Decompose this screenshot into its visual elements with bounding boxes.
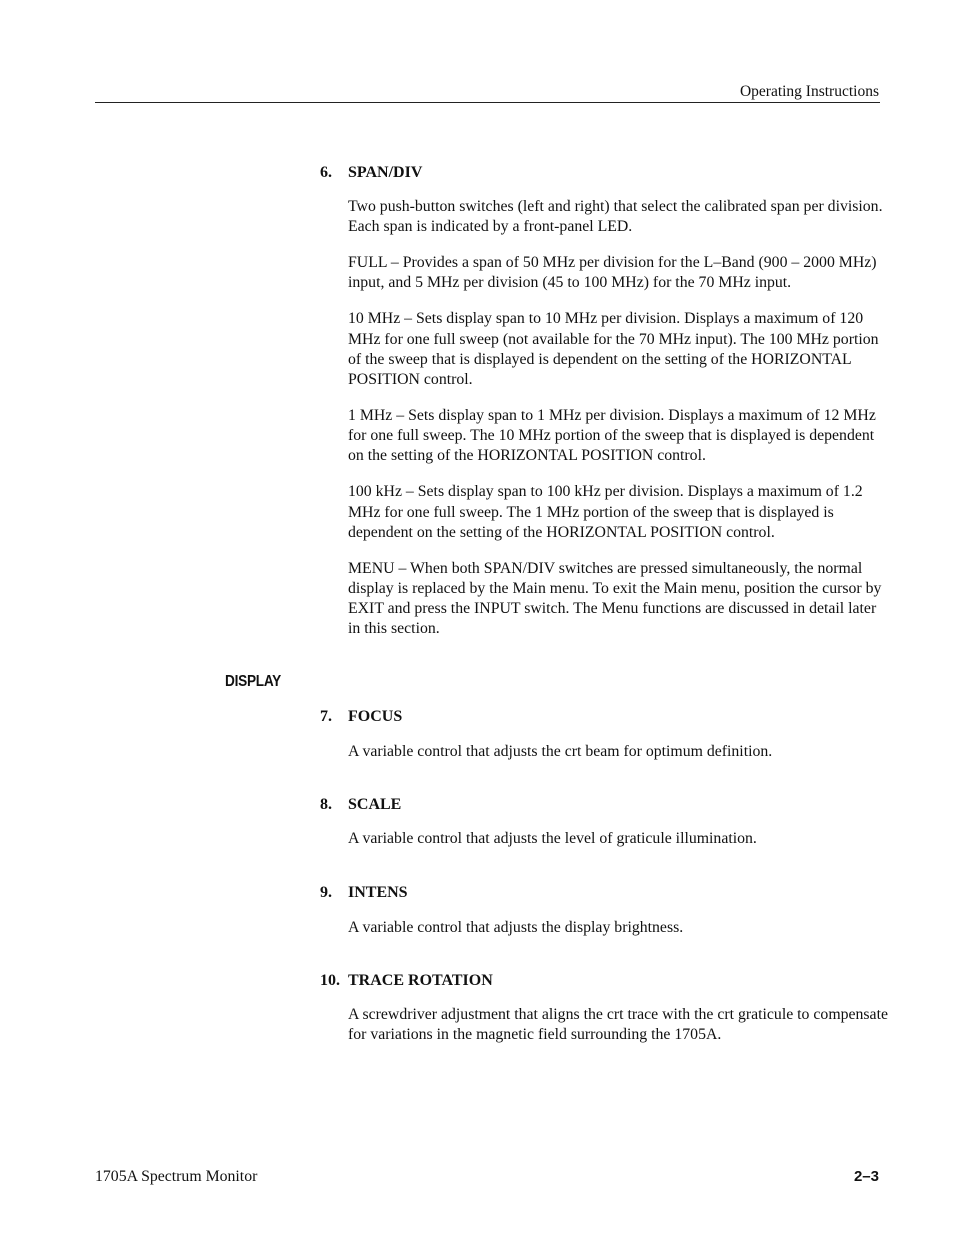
item-number: 7. (320, 707, 332, 725)
footer-manual-title: 1705A Spectrum Monitor (95, 1168, 258, 1185)
item-number: 10. (320, 972, 340, 990)
header-title: Operating Instructions (739, 83, 879, 100)
paragraph: Two push-button switches (left and right) that select the calibrated span per division. Each span is indicated by a front-panel LED. (348, 198, 883, 236)
paragraph: 100 kHz – Sets display span to 100 kHz per division. Displays a maximum of 1.2 MHz for one full sweep. The 1 MHz portion of the sweep that is displayed is dependent on the setting of the HORIZONTAL POSITION control. (348, 483, 863, 541)
item-title: FOCUS (348, 707, 403, 725)
section-heading-display: DISPLAY (225, 672, 282, 690)
paragraph: 10 MHz – Sets display span to 10 MHz per division. Displays a maximum of 120 MHz for one full sweep (not available for the 70 MHz input). The 100 MHz portion of the sweep that is displayed is dependent on the setting of the HORIZONTAL POSITION control. (348, 310, 879, 389)
header-rule (95, 102, 880, 103)
item-number: 8. (320, 795, 332, 813)
item-title: INTENS (348, 884, 408, 902)
item-heading-focus (320, 707, 954, 727)
paragraph: A screwdriver adjustment that aligns the crt trace with the crt graticule to compensate for variations in the magnetic field surrounding the 1705A. (348, 1006, 888, 1044)
paragraph: A variable control that adjusts the display brightness. (348, 919, 684, 937)
paragraph: 1 MHz – Sets display span to 1 MHz per division. Displays a maximum of 12 MHz for one full sweep. The 10 MHz portion of the sweep that is displayed is dependent on the setting of the HORIZONTAL POSITION control. (348, 407, 876, 465)
item-heading-intens (320, 883, 954, 903)
paragraph: A variable control that adjusts the crt beam for optimum definition. (348, 742, 773, 760)
item-heading-trace-rotation (320, 971, 954, 991)
item-title: SPAN/DIV (348, 164, 423, 181)
item-number: 6. (320, 164, 332, 181)
paragraph: FULL – Provides a span of 50 MHz per division for the L–Band (900 – 2000 MHz) input, and 5 MHz per division (45 to 100 MHz) for the 70 MHz input. (348, 254, 877, 292)
paragraph: MENU – When both SPAN/DIV switches are pressed simultaneously, the normal display is replaced by the Main menu. To exit the Main menu, position the cursor by EXIT and press the INPUT switch. The Menu functions are discussed in detail later in this section. (348, 559, 882, 638)
page-content (0, 163, 954, 1061)
page-number: 2–3 (853, 1168, 879, 1185)
paragraph: A variable control that adjusts the level of graticule illumination. (348, 829, 757, 847)
item-title: SCALE (348, 795, 402, 813)
item-heading-scale (320, 795, 954, 815)
item-heading-span-div (320, 163, 954, 183)
item-title: TRACE ROTATION (348, 972, 493, 990)
item-number: 9. (320, 884, 332, 902)
